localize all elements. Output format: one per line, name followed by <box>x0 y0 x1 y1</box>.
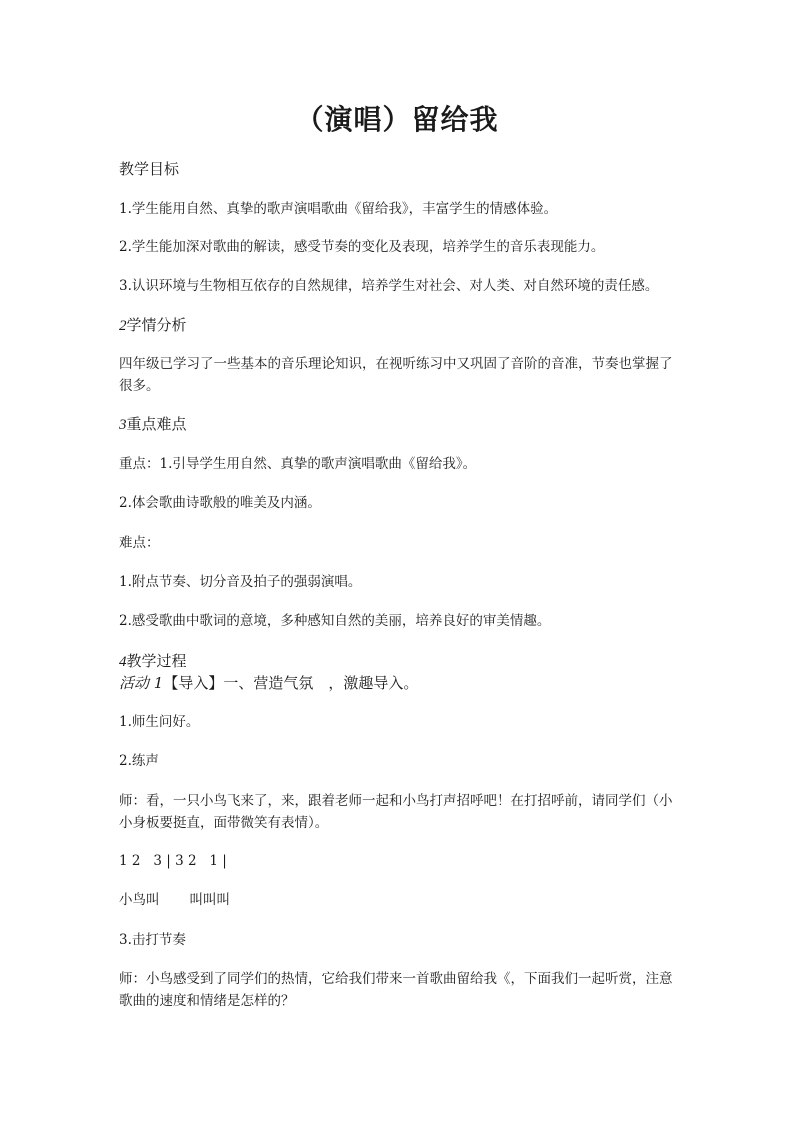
key-point-2: 2.体会歌曲诗歌般的唯美及内涵。 <box>119 495 321 511</box>
section-heading-objectives: 教学目标 <box>119 160 180 178</box>
activity-label: 活动 1 <box>119 674 164 692</box>
section-heading-text: 重点难点 <box>126 415 187 433</box>
document-title: （演唱）留给我 <box>295 103 499 136</box>
teacher-dialogue-2: 师：小鸟感受到了同学们的热情，它给我们带来一首歌曲留给我《，下面我们一起听赏，注意歌曲的速度和情绪是怎样的？ <box>119 971 673 1009</box>
process-step-3: 3.击打节奏 <box>119 932 186 948</box>
objective-item-2: 2.学生能加深对歌曲的解读，感受节奏的变化及表现，培养学生的音乐表现能力。 <box>119 239 605 255</box>
difficulty-1: 1.附点节奏、切分音及拍子的强弱演唱。 <box>119 574 362 590</box>
section-heading-analysis <box>119 314 679 337</box>
process-step-2: 2.练声 <box>119 753 159 769</box>
activity-title: 【导入】一、营造气氛 ，激趣导入。 <box>163 674 419 692</box>
difficulty-label: 难点： <box>119 535 160 551</box>
section-number: 2 <box>119 318 127 334</box>
lyrics-line: 小鸟叫 叫叫叫 <box>119 892 231 908</box>
teacher-dialogue-1: 师：看，一只小鸟飞来了，来，跟着老师一起和小鸟打声招呼吧！在打招呼前，请同学们（小小身板要挺直，面带微笑有表情）。 <box>119 793 673 831</box>
process-step-1: 1.师生问好。 <box>119 714 200 730</box>
section-heading-text: 教学过程 <box>126 652 187 670</box>
analysis-paragraph: 四年级已学习了一些基本的音乐理论知识，在视听练习中又巩固了音阶的音准，节奏也掌握了很多。 <box>119 356 673 394</box>
activity-heading <box>119 672 679 694</box>
section-number: 4 <box>119 654 127 670</box>
difficulty-2: 2.感受歌曲中歌词的意境，多种感知自然的美丽，培养良好的审美情趣。 <box>119 613 551 629</box>
objective-item-3: 3.认识环境与生物相互依存的自然规律，培养学生对社会、对人类、对自然环境的责任感。 <box>119 278 659 294</box>
key-point-1: 重点：1.引导学生用自然、真挚的歌声演唱歌曲《留给我》。 <box>119 456 477 472</box>
section-heading-text: 学情分析 <box>126 316 187 334</box>
section-number: 3 <box>119 417 127 433</box>
section-heading-key-points <box>119 413 679 436</box>
objective-item-1: 1.学生能用自然、真挚的歌声演唱歌曲《留给我》，丰富学生的情感体验。 <box>119 201 558 217</box>
section-heading-process <box>119 650 679 673</box>
rhythm-notation: 1 2 3 | 3 2 1 | <box>119 853 227 869</box>
